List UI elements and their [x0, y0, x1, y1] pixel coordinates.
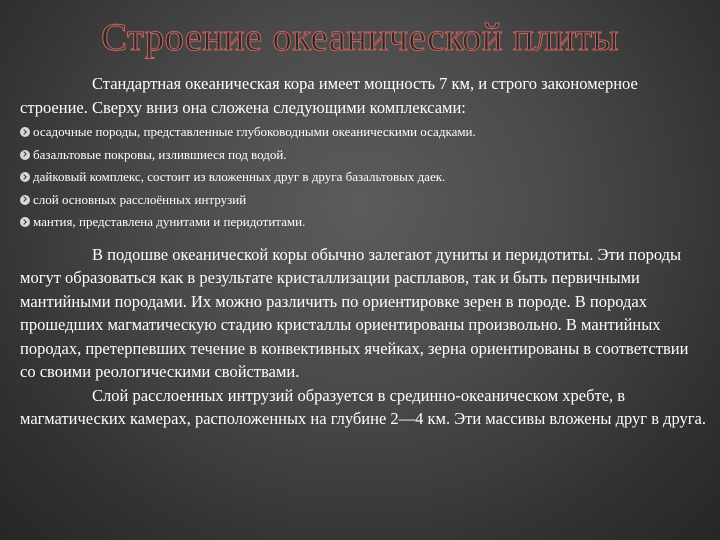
layers-list — [20, 121, 708, 234]
slide-body — [20, 72, 708, 431]
body-paragraph-2 — [20, 243, 708, 384]
check-bullet-icon — [20, 217, 30, 227]
list-item-text: мантия, представлена дунитами и перидотитами. — [33, 214, 306, 230]
list-item-text: базальтовые покровы, излившиеся под водой. — [33, 146, 287, 162]
list-item — [20, 144, 708, 167]
list-item — [20, 121, 708, 144]
list-item-text: осадочные породы, представленные глубоководными океаническими осадками. — [33, 124, 476, 139]
check-bullet-icon — [20, 195, 30, 205]
body-paragraph-3 — [20, 384, 708, 431]
slide-title: Строение океанической плиты — [101, 16, 619, 59]
check-bullet-icon — [20, 150, 30, 160]
list-item-text: слой основных расслоённых интрузий — [33, 191, 247, 207]
paragraph-3-text: Слой расслоенных интрузий образуется в срединно-океаническом хребте, в магматических камерах, расположенных на глубине 2—4 км. Эти массивы вложены друг в друга. — [20, 385, 707, 429]
check-bullet-icon — [20, 127, 30, 137]
check-bullet-icon — [20, 172, 30, 182]
intro-text: Стандартная океаническая кора имеет мощность 7 км, и строго закономерное строение. Сверху вниз она сложена следующими комплексами: — [20, 74, 638, 117]
paragraph-2-text: В подошве океанической коры обычно залегают дуниты и перидотиты. Эти породы могут образоваться как в результате кристаллизации расплавов, так и быть первичными мантийными породами. Их можно различить по ориентировке зерен в породе. В породах прошедших магматическую стадию кристаллы ориентированы произвольно. В мантийных породах, претерпевших течение в конвективных ячейках, зерна ориентированы в соответствии со своими реологическими свойствами. — [20, 244, 689, 382]
list-item — [20, 211, 708, 234]
list-item — [20, 189, 708, 212]
list-item — [20, 166, 708, 189]
list-item-text: дайковый комплекс, состоит из вложенных друг в друга базальтовых даек. — [33, 169, 446, 185]
intro-paragraph — [20, 72, 708, 119]
